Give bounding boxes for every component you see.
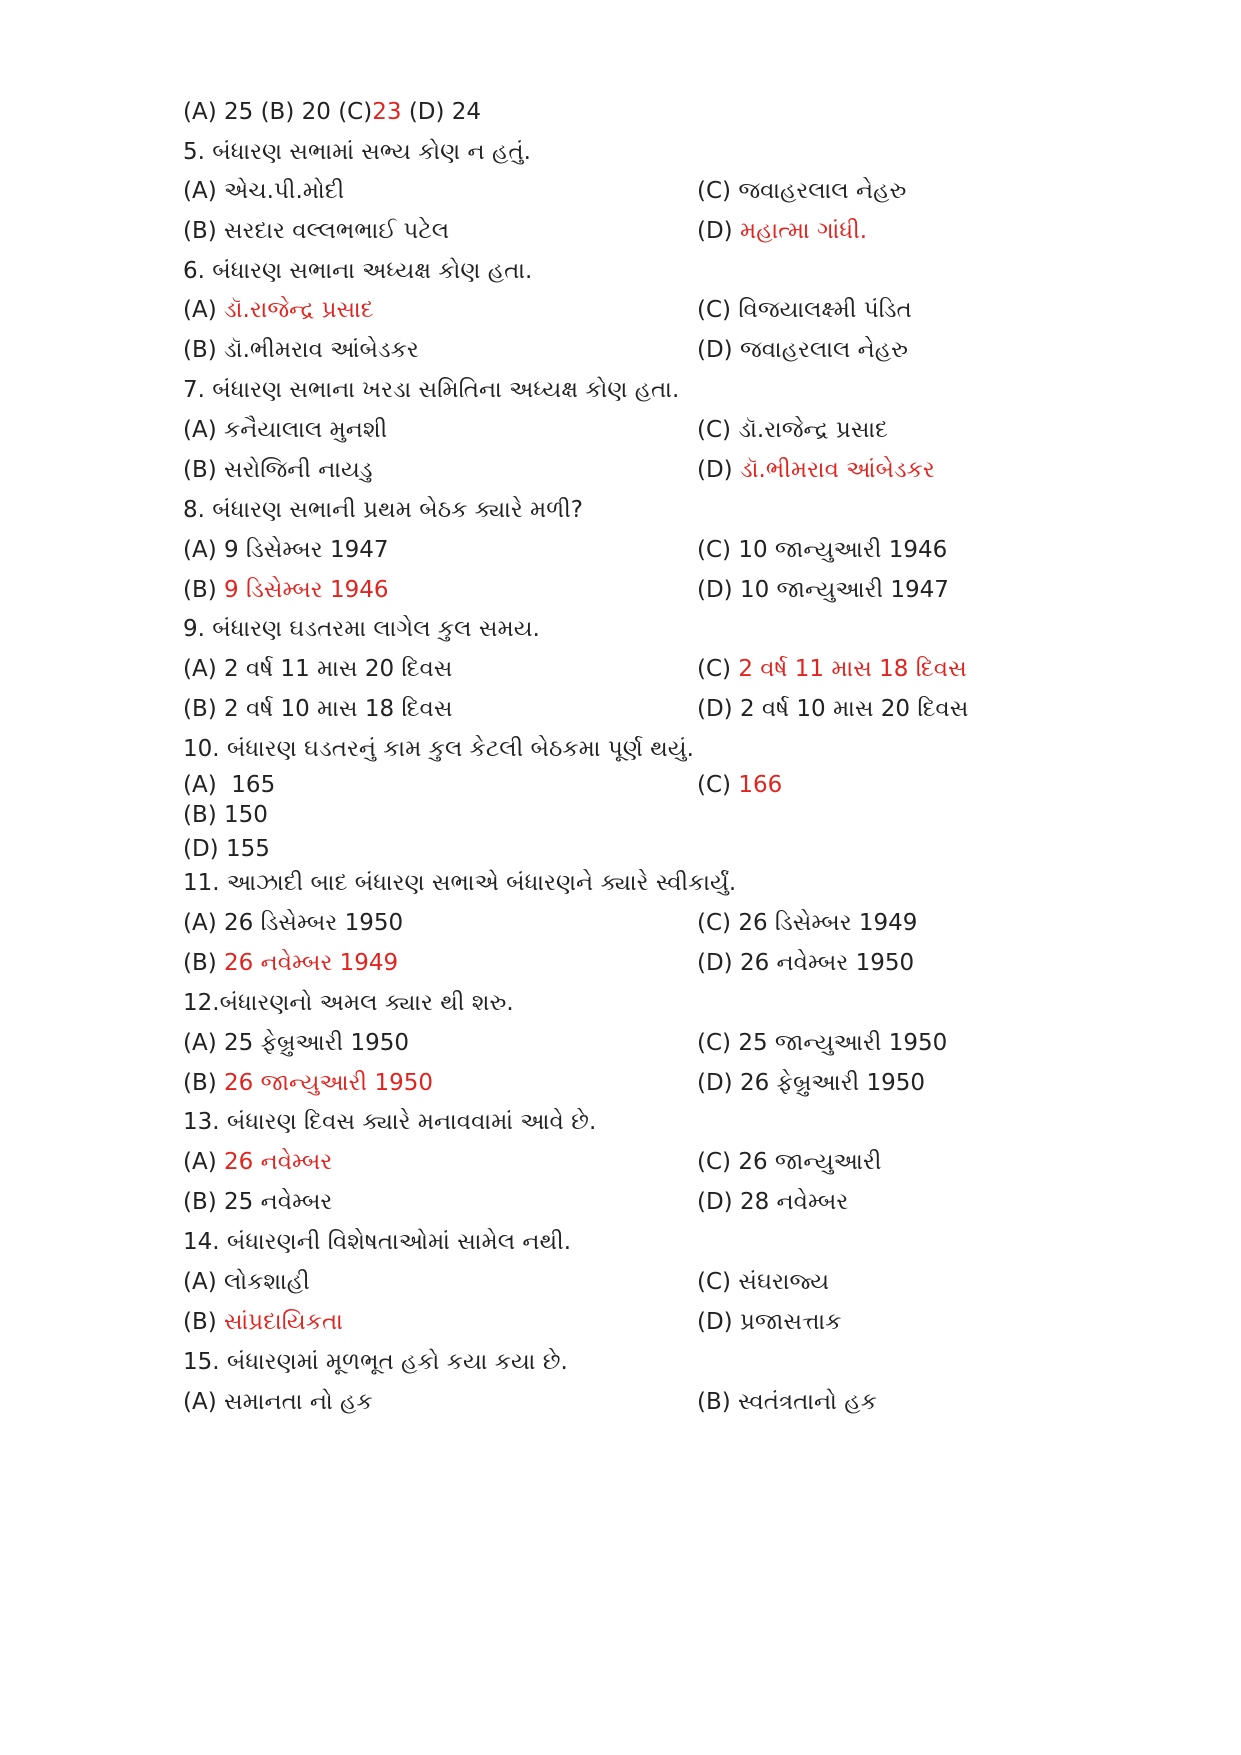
q5-option-c: (C) જવાહરલાલ નેહરુ [697,178,907,204]
q14-option-d: (D) પ્રજાસત્તાક [697,1309,842,1335]
q8-option-c: (C) 10 જાન્યુઆરી 1946 [697,537,948,563]
q13-option-c: (C) 26 જાન્યુઆરી [697,1149,882,1175]
q12-option-b-label: (B) [183,1070,217,1096]
q10-option-c [697,770,782,800]
q10-option-a: (A) 165 [183,772,276,798]
q10-option-d: (D) 155 [183,836,270,862]
q15-question: 15. બંધારણમાં મૂળભૂત હકો કયા કયા છે. [183,1349,568,1375]
q11-option-b-answer: 26 નવેમ્બર 1949 [224,950,399,976]
q10-question: 10. બંધારણ ઘડતરનું કામ કુલ કેટલી બેઠકમા પૂર્ણ થયું. [183,736,694,762]
q14-option-a: (A) લોકશાહી [183,1269,310,1295]
q11-question: 11. આઝાદી બાદ બંધારણ સભાએ બંધારણને ક્યારે સ્વીકાર્યું. [183,870,737,896]
q7-option-b: (B) સરોજિની નાયડુ [183,457,373,483]
q12-option-b [183,1068,433,1098]
q5-option-d-answer: મહાત્મા ગાંધી. [739,218,868,244]
q6-option-c: (C) વિજયાલક્ષ્મી પંડિત [697,297,912,323]
q7-option-d-answer: ડૉ.ભીમરાવ આંબેડકર [739,457,935,483]
q13-option-a [183,1147,332,1177]
q14-question: 14. બંધારણની વિશેષતાઓમાં સામેલ નથી. [183,1229,572,1255]
q7-option-c: (C) ડૉ.રાજેન્દ્ર પ્રસાદ [697,417,888,443]
q14-option-c: (C) સંઘરાજ્ય [697,1269,830,1295]
q9-option-c-label: (C) [697,656,732,682]
q11-option-b-label: (B) [183,950,217,976]
q7-option-d [697,455,935,485]
q6-option-a-answer: ડૉ.રાજેન્દ્ર પ્રસાદ [224,297,374,323]
q7-option-d-label: (D) [697,457,733,483]
q14-option-b-label: (B) [183,1309,217,1335]
q6-option-b: (B) ડૉ.ભીમરાવ આંબેડકર [183,337,419,363]
q12-option-a: (A) 25 ફેબ્રુઆરી 1950 [183,1030,410,1056]
q15-option-b: (B) સ્વતંત્રતાનો હક [697,1389,877,1415]
q8-option-b-answer: 9 ડિસેમ્બર 1946 [224,577,389,603]
q9-option-c-answer: 2 વર્ષ 11 માસ 18 દિવસ [738,656,967,682]
q12-option-c: (C) 25 જાન્યુઆરી 1950 [697,1030,948,1056]
q6-option-a-label: (A) [183,297,217,323]
q11-option-c: (C) 26 ડિસેમ્બર 1949 [697,910,918,936]
q13-option-a-label: (A) [183,1149,217,1175]
q10-option-b: (B) 150 [183,802,268,828]
q12-question: 12.બંધારણનો અમલ ક્યાર થી શરુ. [183,990,514,1016]
q13-option-a-answer: 26 નવેમ્બર [224,1149,333,1175]
q7-question: 7. બંધારણ સભાના ખરડા સમિતિના અધ્યક્ષ કોણ હતા. [183,377,680,403]
q8-option-b-label: (B) [183,577,217,603]
q10-option-c-label: (C) [697,772,732,798]
q4-options [183,97,481,127]
q6-option-d: (D) જવાહરલાલ નેહરુ [697,337,909,363]
q9-question: 9. બંધારણ ઘડતરમા લાગેલ કુલ સમય. [183,616,540,642]
q14-option-b-answer: સાંપ્રદાયિકતા [224,1309,343,1335]
q5-option-a: (A) એચ.પી.મોદી [183,178,345,204]
q4-option-a: (A) 25 [183,99,254,125]
q13-option-b: (B) 25 નવેમ્બર [183,1189,333,1215]
q9-option-a: (A) 2 વર્ષ 11 માસ 20 દિવસ [183,656,453,682]
q4-option-d: (D) 24 [408,99,482,125]
q15-option-a: (A) સમાનતા નો હક [183,1389,373,1415]
q12-option-b-answer: 26 જાન્યુઆરી 1950 [224,1070,433,1096]
q5-question: 5. બંધારણ સભામાં સભ્ય કોણ ન હતું. [183,139,531,165]
q8-option-d: (D) 10 જાન્યુઆરી 1947 [697,577,949,603]
q13-option-d: (D) 28 નવેમ્બર [697,1189,849,1215]
q7-option-a: (A) કનૈયાલાલ મુનશી [183,417,388,443]
q5-option-d [697,216,867,246]
q11-option-d: (D) 26 નવેમ્બર 1950 [697,950,915,976]
q4-option-b: (B) 20 [260,99,331,125]
q4-option-c-label: (C) [338,99,373,125]
q4-option-c-answer: 23 [372,99,402,125]
q13-question: 13. બંધારણ દિવસ ક્યારે મનાવવામાં આવે છે. [183,1109,597,1135]
q14-option-b [183,1307,343,1337]
q5-option-d-label: (D) [697,218,733,244]
q9-option-c [697,654,967,684]
q11-option-a: (A) 26 ડિસેમ્બર 1950 [183,910,404,936]
q9-option-b: (B) 2 વર્ષ 10 માસ 18 દિવસ [183,696,453,722]
q12-option-d: (D) 26 ફેબ્રુઆરી 1950 [697,1070,926,1096]
q9-option-d: (D) 2 વર્ષ 10 માસ 20 દિવસ [697,696,969,722]
q6-option-a [183,295,374,325]
q6-question: 6. બંધારણ સભાના અધ્યક્ષ કોણ હતા. [183,258,533,284]
q8-option-b [183,575,389,605]
q8-option-a: (A) 9 ડિસેમ્બર 1947 [183,537,389,563]
q11-option-b [183,948,398,978]
q8-question: 8. બંધારણ સભાની પ્રથમ બેઠક ક્યારે મળી? [183,497,583,523]
q5-option-b: (B) સરદાર વલ્લભભાઈ પટેલ [183,218,450,244]
q10-option-c-answer: 166 [738,772,783,798]
